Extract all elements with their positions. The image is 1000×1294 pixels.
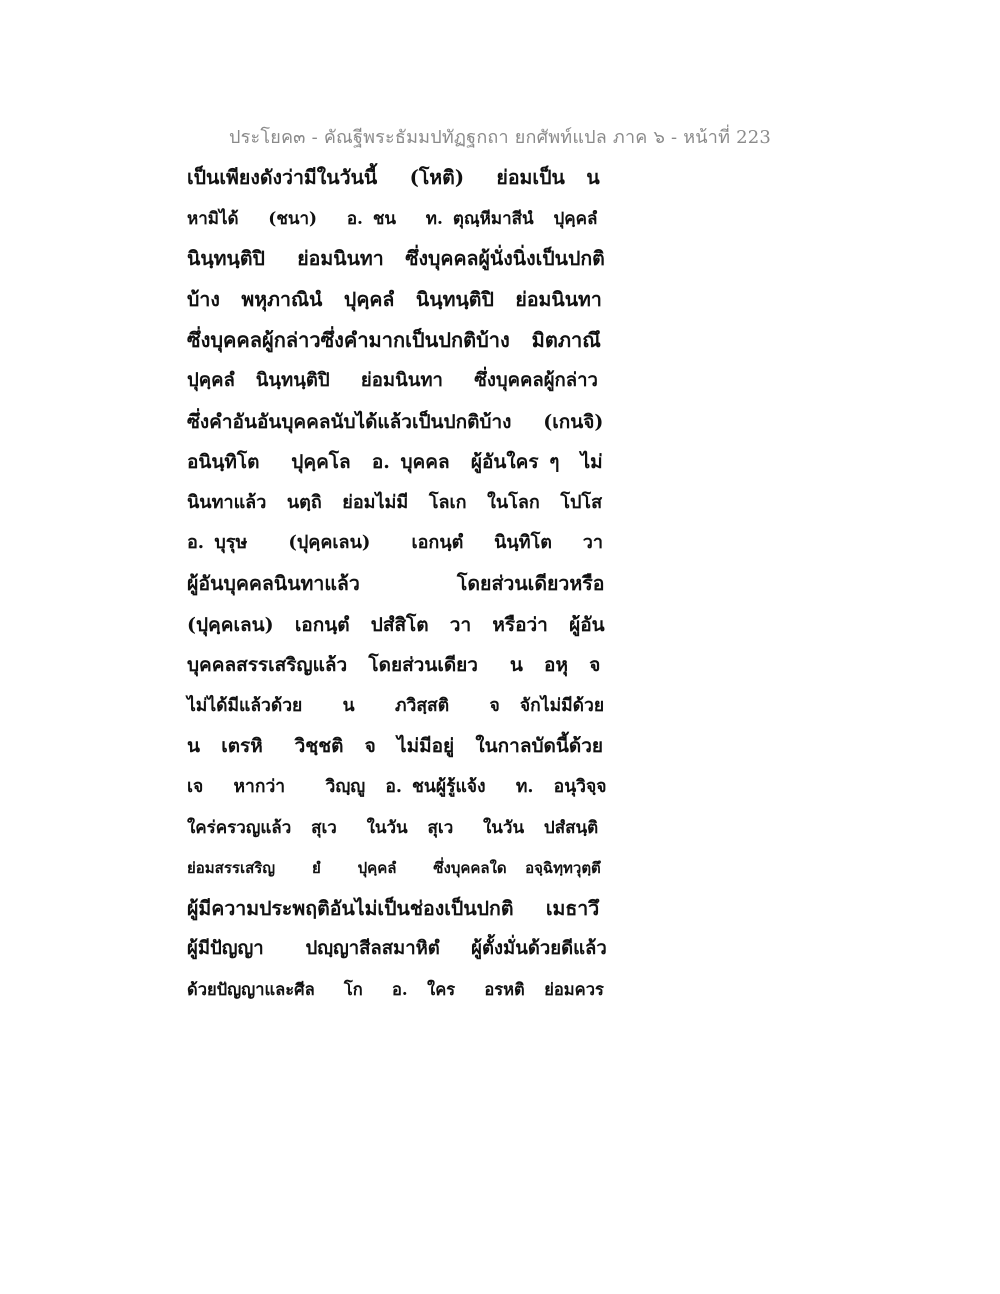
text-line-8: อนินฺทิโต ปุคฺคโล อ. บุคคล ผู้อันใคร ๆ ไม่ bbox=[187, 451, 603, 474]
text-line-20: ผู้มีปัญญา ปญฺญาสีลสมาหิตํ ผู้ตั้งมั่นด้วยดีแล้ว bbox=[187, 938, 607, 960]
page-header: ประโยค๓ - คัณฐีพระธัมมปทัฏฐกถา ยกศัพท์แปล ภาค ๖ - หน้าที่ 223 bbox=[228, 127, 772, 148]
text-line-21: ด้วยปัญญาและศีล โก อ. ใคร อรหติ ย่อมควร bbox=[187, 979, 604, 999]
text-line-17: ใคร่ครวญแล้ว สุเว ในวัน สุเว ในวัน ปสํสนฺติ bbox=[187, 817, 599, 838]
text-line-6: ปุคฺคลํ นินฺทนฺติปิ ย่อมนินทา ซึ่งบุคคลผู้กล่าว bbox=[187, 369, 598, 391]
text-line-13: บุคคลสรรเสริญแล้ว โดยส่วนเดียว น อหุ จ bbox=[187, 654, 601, 677]
text-line-15: น เตรหิ วิชฺชติ จ ไม่มีอยู่ ในกาลบัดนี้ด้วย bbox=[187, 735, 604, 758]
text-line-11: ผู้อันบุคคลนินทาแล้ว โดยส่วนเดียวหรือ bbox=[187, 571, 605, 595]
text-line-10: อ. บุรุษ (ปุคฺคเลน) เอกนฺตํ นินฺทิโต วา bbox=[187, 532, 603, 554]
text-line-9: นินทาแล้ว นตฺถิ ย่อมไม่มี โลเก ในโลก โปโส bbox=[187, 491, 603, 513]
text-line-14: ไม่ได้มีแล้วด้วย น ภวิสฺสติ จ จักไม่มีด้วย bbox=[187, 695, 605, 716]
body-text bbox=[187, 158, 607, 1010]
text-line-18: ย่อมสรรเสริญ ยํ ปุคฺคลํ ซึ่งบุคคลใด อจฺฉิทฺทวุตฺตึ bbox=[187, 859, 601, 878]
text-line-16: เจ หากว่า วิญฺญู อ. ชนผู้รู้แจ้ง ท. อนุวิจฺจ bbox=[187, 776, 607, 797]
text-line-2: หามิได้ (ชนา) อ. ชน ท. ตุณฺหีมาสีนํ ปุคฺคลํ bbox=[187, 208, 598, 229]
text-line-1: เป็นเพียงดังว่ามีในวันนี้ (โหติ) ย่อมเป็น น bbox=[187, 166, 600, 189]
text-line-7: ซึ่งคำอันอันบุคคลนับได้แล้วเป็นปกติบ้าง (เกนจิ) bbox=[187, 410, 604, 433]
text-line-19: ผู้มีความประพฤติอันไม่เป็นช่องเป็นปกติ เมธาวึ bbox=[187, 896, 600, 920]
text-line-3: นินฺทนฺติปิ ย่อมนินทา ซึ่งบุคคลผู้นั่งนิ่งเป็นปกติ bbox=[187, 247, 605, 271]
text-line-12: (ปุคฺคเลน) เอกนฺตํ ปสํสิโต วา หรือว่า ผู้อัน bbox=[187, 613, 605, 636]
text-line-5: ซึ่งบุคคลผู้กล่าวซึ่งคำมากเป็นปกติบ้าง มิตภาณึ bbox=[187, 328, 601, 353]
text-line-4: บ้าง พหุภาณินํ ปุคฺคลํ นินฺทนฺติปิ ย่อมนินทา bbox=[187, 287, 602, 311]
